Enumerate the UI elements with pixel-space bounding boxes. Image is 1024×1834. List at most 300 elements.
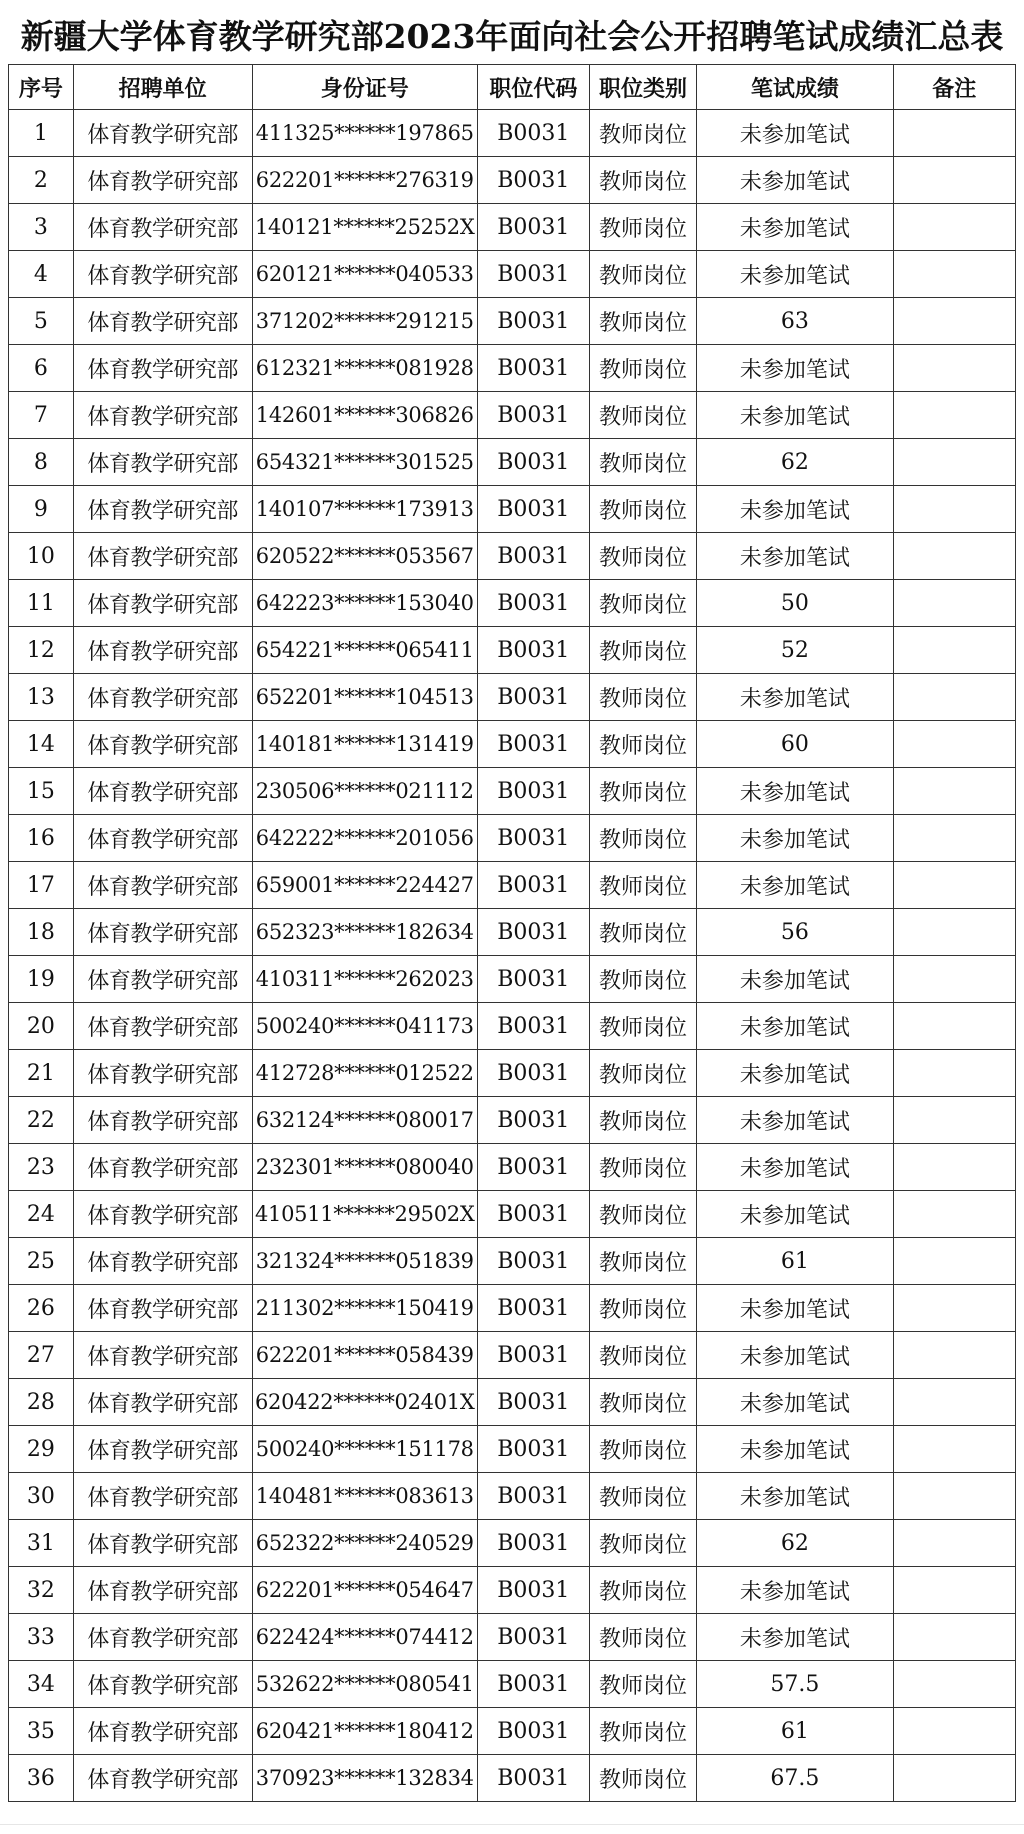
- cell-unit: 体育教学研究部: [73, 1144, 252, 1191]
- cell-id: 371202******291215: [252, 298, 477, 345]
- cell-code: B0031: [477, 1097, 589, 1144]
- cell-id: 622201******058439: [252, 1332, 477, 1379]
- cell-unit: 体育教学研究部: [73, 110, 252, 157]
- cell-category: 教师岗位: [589, 1614, 696, 1661]
- cell-unit: 体育教学研究部: [73, 1097, 252, 1144]
- cell-category: 教师岗位: [589, 1473, 696, 1520]
- cell-category: 教师岗位: [589, 298, 696, 345]
- cell-note: [893, 1379, 1015, 1426]
- cell-score: 未参加笔试: [697, 1614, 893, 1661]
- header-row: [9, 65, 1016, 110]
- cell-id: 410511******29502X: [252, 1191, 477, 1238]
- cell-score: 67.5: [697, 1755, 893, 1802]
- cell-score: 未参加笔试: [697, 1097, 893, 1144]
- cell-code: B0031: [477, 157, 589, 204]
- cell-id: 140481******083613: [252, 1473, 477, 1520]
- table-row: [9, 1755, 1016, 1802]
- cell-code: B0031: [477, 956, 589, 1003]
- cell-category: 教师岗位: [589, 486, 696, 533]
- cell-category: 教师岗位: [589, 580, 696, 627]
- cell-id: 652323******182634: [252, 909, 477, 956]
- cell-code: B0031: [477, 627, 589, 674]
- table-row: [9, 1003, 1016, 1050]
- header-unit: 招聘单位: [73, 65, 252, 110]
- cell-id: 411325******197865: [252, 110, 477, 157]
- cell-category: 教师岗位: [589, 1379, 696, 1426]
- cell-no: 11: [9, 580, 74, 627]
- cell-id: 620121******040533: [252, 251, 477, 298]
- cell-unit: 体育教学研究部: [73, 1661, 252, 1708]
- cell-id: 620522******053567: [252, 533, 477, 580]
- cell-code: B0031: [477, 580, 589, 627]
- cell-no: 17: [9, 862, 74, 909]
- cell-code: B0031: [477, 674, 589, 721]
- cell-score: 63: [697, 298, 893, 345]
- cell-id: 612321******081928: [252, 345, 477, 392]
- cell-id: 412728******012522: [252, 1050, 477, 1097]
- cell-category: 教师岗位: [589, 1238, 696, 1285]
- cell-no: 26: [9, 1285, 74, 1332]
- cell-no: 3: [9, 204, 74, 251]
- cell-score: 未参加笔试: [697, 251, 893, 298]
- cell-score: 未参加笔试: [697, 486, 893, 533]
- cell-note: [893, 1144, 1015, 1191]
- cell-id: 652201******104513: [252, 674, 477, 721]
- cell-code: B0031: [477, 392, 589, 439]
- cell-id: 620421******180412: [252, 1708, 477, 1755]
- table-row: [9, 1567, 1016, 1614]
- cell-code: B0031: [477, 1332, 589, 1379]
- cell-code: B0031: [477, 909, 589, 956]
- cell-note: [893, 1050, 1015, 1097]
- cell-unit: 体育教学研究部: [73, 392, 252, 439]
- cell-code: B0031: [477, 298, 589, 345]
- cell-category: 教师岗位: [589, 345, 696, 392]
- table-row: [9, 1144, 1016, 1191]
- table-body: [9, 110, 1016, 1802]
- cell-unit: 体育教学研究部: [73, 1614, 252, 1661]
- bottom-divider: [0, 1824, 1024, 1825]
- cell-score: 未参加笔试: [697, 1379, 893, 1426]
- cell-unit: 体育教学研究部: [73, 768, 252, 815]
- cell-code: B0031: [477, 768, 589, 815]
- cell-unit: 体育教学研究部: [73, 1332, 252, 1379]
- cell-code: B0031: [477, 1050, 589, 1097]
- table-row: [9, 1473, 1016, 1520]
- cell-id: 654221******065411: [252, 627, 477, 674]
- cell-id: 659001******224427: [252, 862, 477, 909]
- cell-no: 24: [9, 1191, 74, 1238]
- cell-note: [893, 486, 1015, 533]
- header-category: 职位类别: [589, 65, 696, 110]
- cell-no: 35: [9, 1708, 74, 1755]
- cell-note: [893, 1003, 1015, 1050]
- cell-category: 教师岗位: [589, 392, 696, 439]
- cell-unit: 体育教学研究部: [73, 956, 252, 1003]
- cell-unit: 体育教学研究部: [73, 251, 252, 298]
- cell-no: 9: [9, 486, 74, 533]
- cell-no: 22: [9, 1097, 74, 1144]
- cell-code: B0031: [477, 862, 589, 909]
- header-score: 笔试成绩: [697, 65, 893, 110]
- cell-code: B0031: [477, 1144, 589, 1191]
- cell-score: 未参加笔试: [697, 1003, 893, 1050]
- cell-note: [893, 1426, 1015, 1473]
- cell-note: [893, 674, 1015, 721]
- cell-no: 28: [9, 1379, 74, 1426]
- cell-code: B0031: [477, 1003, 589, 1050]
- cell-category: 教师岗位: [589, 1191, 696, 1238]
- table-row: [9, 439, 1016, 486]
- cell-note: [893, 1191, 1015, 1238]
- cell-note: [893, 1520, 1015, 1567]
- cell-no: 20: [9, 1003, 74, 1050]
- table-row: [9, 204, 1016, 251]
- cell-id: 642222******201056: [252, 815, 477, 862]
- cell-score: 未参加笔试: [697, 1567, 893, 1614]
- header-code: 职位代码: [477, 65, 589, 110]
- cell-code: B0031: [477, 1426, 589, 1473]
- cell-category: 教师岗位: [589, 721, 696, 768]
- cell-id: 140181******131419: [252, 721, 477, 768]
- cell-note: [893, 533, 1015, 580]
- cell-score: 未参加笔试: [697, 1144, 893, 1191]
- cell-category: 教师岗位: [589, 251, 696, 298]
- cell-no: 21: [9, 1050, 74, 1097]
- cell-score: 62: [697, 1520, 893, 1567]
- cell-unit: 体育教学研究部: [73, 1238, 252, 1285]
- cell-code: B0031: [477, 815, 589, 862]
- cell-id: 652322******240529: [252, 1520, 477, 1567]
- cell-category: 教师岗位: [589, 956, 696, 1003]
- cell-category: 教师岗位: [589, 627, 696, 674]
- cell-category: 教师岗位: [589, 862, 696, 909]
- cell-no: 36: [9, 1755, 74, 1802]
- table-row: [9, 1097, 1016, 1144]
- cell-unit: 体育教学研究部: [73, 1567, 252, 1614]
- table-row: [9, 1614, 1016, 1661]
- table-row: [9, 1050, 1016, 1097]
- cell-code: B0031: [477, 1567, 589, 1614]
- cell-category: 教师岗位: [589, 909, 696, 956]
- cell-note: [893, 1238, 1015, 1285]
- cell-category: 教师岗位: [589, 157, 696, 204]
- cell-category: 教师岗位: [589, 1426, 696, 1473]
- cell-no: 5: [9, 298, 74, 345]
- cell-category: 教师岗位: [589, 674, 696, 721]
- cell-category: 教师岗位: [589, 533, 696, 580]
- table-row: [9, 721, 1016, 768]
- cell-id: 620422******02401X: [252, 1379, 477, 1426]
- cell-id: 142601******306826: [252, 392, 477, 439]
- cell-unit: 体育教学研究部: [73, 627, 252, 674]
- cell-note: [893, 1473, 1015, 1520]
- cell-unit: 体育教学研究部: [73, 721, 252, 768]
- cell-code: B0031: [477, 439, 589, 486]
- cell-no: 25: [9, 1238, 74, 1285]
- cell-note: [893, 251, 1015, 298]
- cell-score: 未参加笔试: [697, 956, 893, 1003]
- cell-id: 410311******262023: [252, 956, 477, 1003]
- cell-category: 教师岗位: [589, 1332, 696, 1379]
- cell-no: 29: [9, 1426, 74, 1473]
- cell-category: 教师岗位: [589, 1050, 696, 1097]
- cell-code: B0031: [477, 1191, 589, 1238]
- cell-score: 未参加笔试: [697, 204, 893, 251]
- cell-note: [893, 909, 1015, 956]
- cell-code: B0031: [477, 1238, 589, 1285]
- cell-category: 教师岗位: [589, 768, 696, 815]
- table-row: [9, 1332, 1016, 1379]
- cell-note: [893, 204, 1015, 251]
- header-note: 备注: [893, 65, 1015, 110]
- cell-unit: 体育教学研究部: [73, 1285, 252, 1332]
- cell-score: 未参加笔试: [697, 1191, 893, 1238]
- table-row: [9, 1191, 1016, 1238]
- cell-code: B0031: [477, 533, 589, 580]
- cell-score: 52: [697, 627, 893, 674]
- cell-code: B0031: [477, 1755, 589, 1802]
- table-row: [9, 533, 1016, 580]
- cell-category: 教师岗位: [589, 1567, 696, 1614]
- cell-score: 未参加笔试: [697, 1050, 893, 1097]
- cell-code: B0031: [477, 251, 589, 298]
- cell-note: [893, 768, 1015, 815]
- cell-score: 未参加笔试: [697, 110, 893, 157]
- table-row: [9, 909, 1016, 956]
- table-row: [9, 392, 1016, 439]
- cell-id: 500240******041173: [252, 1003, 477, 1050]
- cell-no: 7: [9, 392, 74, 439]
- cell-note: [893, 862, 1015, 909]
- table-row: [9, 1520, 1016, 1567]
- cell-no: 14: [9, 721, 74, 768]
- cell-unit: 体育教学研究部: [73, 674, 252, 721]
- table-row: [9, 345, 1016, 392]
- cell-no: 32: [9, 1567, 74, 1614]
- cell-code: B0031: [477, 1614, 589, 1661]
- score-table: [8, 64, 1016, 1802]
- cell-score: 未参加笔试: [697, 1473, 893, 1520]
- cell-unit: 体育教学研究部: [73, 580, 252, 627]
- cell-note: [893, 1097, 1015, 1144]
- cell-category: 教师岗位: [589, 204, 696, 251]
- cell-score: 57.5: [697, 1661, 893, 1708]
- cell-unit: 体育教学研究部: [73, 533, 252, 580]
- cell-category: 教师岗位: [589, 1097, 696, 1144]
- table-row: [9, 674, 1016, 721]
- header-no: 序号: [9, 65, 74, 110]
- cell-id: 654321******301525: [252, 439, 477, 486]
- cell-category: 教师岗位: [589, 1661, 696, 1708]
- cell-score: 未参加笔试: [697, 1332, 893, 1379]
- cell-code: B0031: [477, 1473, 589, 1520]
- table-row: [9, 580, 1016, 627]
- cell-note: [893, 1285, 1015, 1332]
- cell-note: [893, 1661, 1015, 1708]
- cell-unit: 体育教学研究部: [73, 1473, 252, 1520]
- cell-no: 33: [9, 1614, 74, 1661]
- page-title: 新疆大学体育教学研究部2023年面向社会公开招聘笔试成绩汇总表: [20, 17, 1004, 56]
- cell-id: 642223******153040: [252, 580, 477, 627]
- cell-unit: 体育教学研究部: [73, 862, 252, 909]
- table-row: [9, 298, 1016, 345]
- cell-id: 232301******080040: [252, 1144, 477, 1191]
- cell-code: B0031: [477, 721, 589, 768]
- table-row: [9, 627, 1016, 674]
- cell-code: B0031: [477, 1285, 589, 1332]
- table-row: [9, 1661, 1016, 1708]
- cell-score: 未参加笔试: [697, 533, 893, 580]
- cell-no: 2: [9, 157, 74, 204]
- cell-note: [893, 1755, 1015, 1802]
- table-row: [9, 486, 1016, 533]
- cell-score: 未参加笔试: [697, 392, 893, 439]
- table-row: [9, 862, 1016, 909]
- cell-note: [893, 157, 1015, 204]
- cell-id: 632124******080017: [252, 1097, 477, 1144]
- cell-category: 教师岗位: [589, 815, 696, 862]
- cell-note: [893, 721, 1015, 768]
- cell-id: 211302******150419: [252, 1285, 477, 1332]
- table-row: [9, 956, 1016, 1003]
- cell-id: 140107******173913: [252, 486, 477, 533]
- cell-note: [893, 439, 1015, 486]
- cell-id: 532622******080541: [252, 1661, 477, 1708]
- cell-score: 未参加笔试: [697, 1285, 893, 1332]
- cell-unit: 体育教学研究部: [73, 1191, 252, 1238]
- cell-unit: 体育教学研究部: [73, 1708, 252, 1755]
- cell-no: 10: [9, 533, 74, 580]
- cell-score: 62: [697, 439, 893, 486]
- cell-no: 1: [9, 110, 74, 157]
- table-row: [9, 1238, 1016, 1285]
- cell-code: B0031: [477, 1708, 589, 1755]
- cell-category: 教师岗位: [589, 1285, 696, 1332]
- cell-code: B0031: [477, 486, 589, 533]
- cell-note: [893, 1567, 1015, 1614]
- cell-score: 未参加笔试: [697, 674, 893, 721]
- cell-category: 教师岗位: [589, 1003, 696, 1050]
- cell-id: 500240******151178: [252, 1426, 477, 1473]
- cell-unit: 体育教学研究部: [73, 1003, 252, 1050]
- cell-category: 教师岗位: [589, 439, 696, 486]
- cell-code: B0031: [477, 345, 589, 392]
- cell-unit: 体育教学研究部: [73, 486, 252, 533]
- cell-unit: 体育教学研究部: [73, 909, 252, 956]
- cell-code: B0031: [477, 1379, 589, 1426]
- cell-category: 教师岗位: [589, 110, 696, 157]
- cell-no: 27: [9, 1332, 74, 1379]
- cell-score: 未参加笔试: [697, 1426, 893, 1473]
- cell-unit: 体育教学研究部: [73, 1050, 252, 1097]
- cell-no: 15: [9, 768, 74, 815]
- cell-id: 622201******276319: [252, 157, 477, 204]
- cell-note: [893, 345, 1015, 392]
- cell-category: 教师岗位: [589, 1708, 696, 1755]
- cell-unit: 体育教学研究部: [73, 1426, 252, 1473]
- cell-note: [893, 956, 1015, 1003]
- cell-unit: 体育教学研究部: [73, 204, 252, 251]
- cell-id: 230506******021112: [252, 768, 477, 815]
- cell-id: 622201******054647: [252, 1567, 477, 1614]
- cell-no: 23: [9, 1144, 74, 1191]
- table-row: [9, 1708, 1016, 1755]
- cell-note: [893, 1332, 1015, 1379]
- cell-category: 教师岗位: [589, 1144, 696, 1191]
- cell-score: 50: [697, 580, 893, 627]
- cell-note: [893, 580, 1015, 627]
- cell-note: [893, 392, 1015, 439]
- cell-code: B0031: [477, 110, 589, 157]
- cell-no: 19: [9, 956, 74, 1003]
- cell-unit: 体育教学研究部: [73, 815, 252, 862]
- table-row: [9, 251, 1016, 298]
- cell-score: 未参加笔试: [697, 862, 893, 909]
- cell-id: 140121******25252X: [252, 204, 477, 251]
- cell-no: 18: [9, 909, 74, 956]
- cell-id: 321324******051839: [252, 1238, 477, 1285]
- table-row: [9, 157, 1016, 204]
- cell-score: 60: [697, 721, 893, 768]
- cell-code: B0031: [477, 204, 589, 251]
- cell-no: 4: [9, 251, 74, 298]
- cell-note: [893, 1614, 1015, 1661]
- cell-no: 13: [9, 674, 74, 721]
- cell-no: 12: [9, 627, 74, 674]
- cell-no: 34: [9, 1661, 74, 1708]
- cell-code: B0031: [477, 1661, 589, 1708]
- cell-note: [893, 1708, 1015, 1755]
- cell-score: 61: [697, 1708, 893, 1755]
- cell-score: 56: [697, 909, 893, 956]
- cell-unit: 体育教学研究部: [73, 157, 252, 204]
- cell-note: [893, 298, 1015, 345]
- cell-no: 6: [9, 345, 74, 392]
- cell-no: 31: [9, 1520, 74, 1567]
- table-row: [9, 768, 1016, 815]
- cell-id: 622424******074412: [252, 1614, 477, 1661]
- cell-no: 16: [9, 815, 74, 862]
- cell-unit: 体育教学研究部: [73, 1379, 252, 1426]
- cell-score: 61: [697, 1238, 893, 1285]
- table-row: [9, 1379, 1016, 1426]
- cell-unit: 体育教学研究部: [73, 1520, 252, 1567]
- cell-no: 30: [9, 1473, 74, 1520]
- table-row: [9, 1426, 1016, 1473]
- cell-no: 8: [9, 439, 74, 486]
- cell-note: [893, 110, 1015, 157]
- cell-note: [893, 815, 1015, 862]
- cell-unit: 体育教学研究部: [73, 1755, 252, 1802]
- cell-unit: 体育教学研究部: [73, 345, 252, 392]
- cell-unit: 体育教学研究部: [73, 298, 252, 345]
- cell-category: 教师岗位: [589, 1755, 696, 1802]
- cell-score: 未参加笔试: [697, 345, 893, 392]
- header-id: 身份证号: [252, 65, 477, 110]
- cell-code: B0031: [477, 1520, 589, 1567]
- table-row: [9, 815, 1016, 862]
- cell-score: 未参加笔试: [697, 768, 893, 815]
- cell-category: 教师岗位: [589, 1520, 696, 1567]
- cell-id: 370923******132834: [252, 1755, 477, 1802]
- cell-score: 未参加笔试: [697, 815, 893, 862]
- cell-note: [893, 627, 1015, 674]
- cell-unit: 体育教学研究部: [73, 439, 252, 486]
- table-row: [9, 1285, 1016, 1332]
- table-row: [9, 110, 1016, 157]
- cell-score: 未参加笔试: [697, 157, 893, 204]
